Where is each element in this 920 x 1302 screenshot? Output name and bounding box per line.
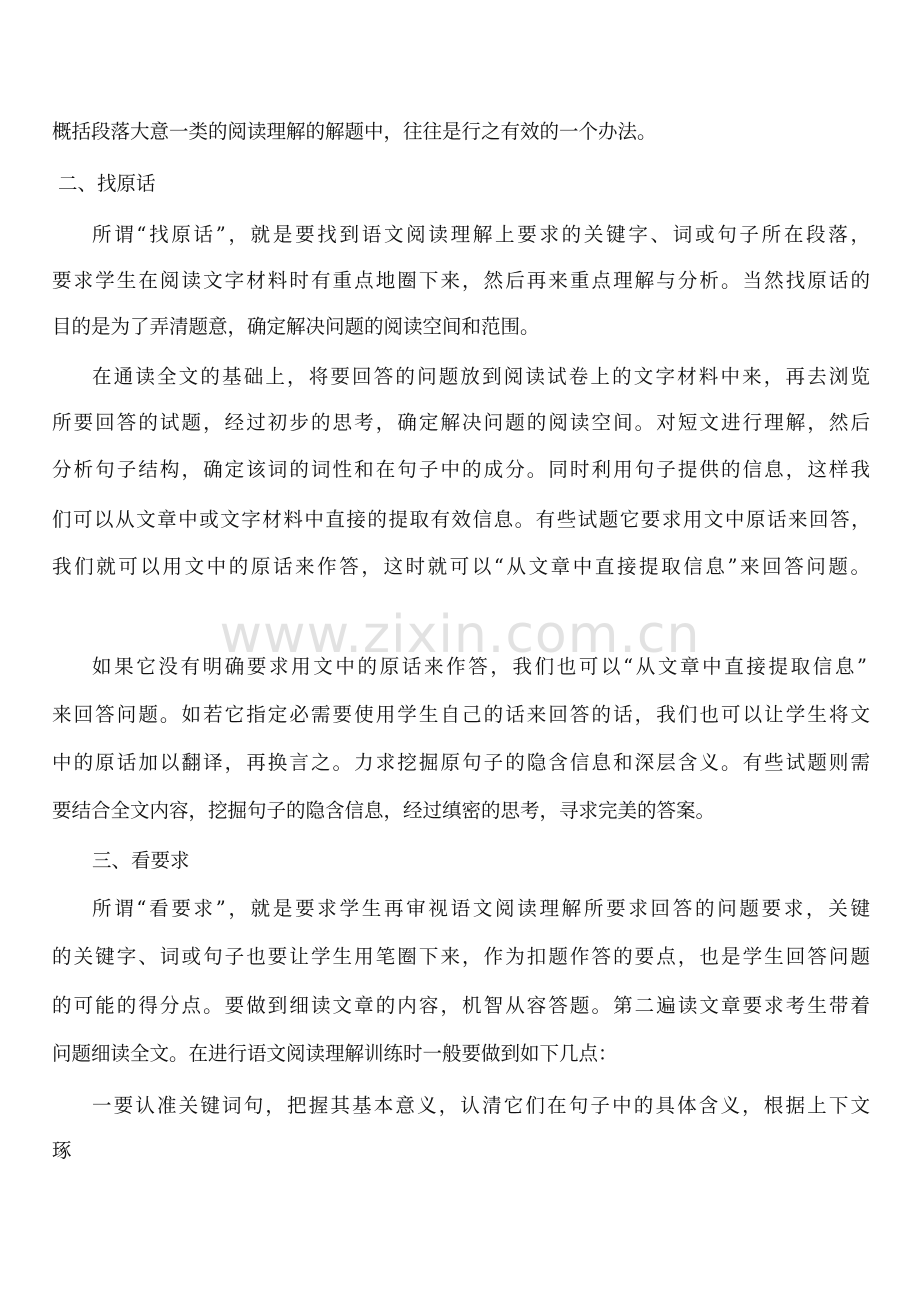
text-line: 来回答问题。如若它指定必需要使用学生自己的话来回答的话，我们也可以让学生将文 (52, 703, 870, 726)
watermark: www.zixin.com.cn (219, 605, 701, 665)
text-line: 要结合全文内容，挖掘句子的隐含信息，经过缜密的思考，寻求完美的答案。 (52, 799, 716, 822)
text-line: 所谓“找原话”，就是要找到语文阅读理解上要求的关键字、词或句子所在段落， (92, 223, 870, 246)
section-heading-read-requirements: 三、看要求 (92, 849, 190, 872)
text-line: 问题细读全文。在进行语文阅读理解训练时一般要做到如下几点： (52, 1042, 618, 1065)
section-heading-find-original: 二、找原话 (58, 172, 156, 195)
text-line: 概括段落大意一类的阅读理解的解题中，往往是行之有效的一个办法。 (52, 120, 657, 143)
text-line: 分析句子结构，确定该词的词性和在句子中的成分。同时利用句子提供的信息，这样我 (52, 458, 870, 481)
text-line: 中的原话加以翻译，再换言之。力求挖掘原句子的隐含信息和深层含义。有些试题则需 (52, 751, 870, 774)
text-line: 如果它没有明确要求用文中的原话来作答，我们也可以“从文章中直接提取信息” (92, 655, 867, 678)
text-line: 目的是为了弄清题意，确定解决问题的阅读空间和范围。 (52, 315, 540, 338)
text-line: 在通读全文的基础上，将要回答的问题放到阅读试卷上的文字材料中来，再去浏览 (92, 365, 870, 388)
text-line: 琢 (52, 1139, 72, 1162)
text-line: 所谓“看要求”，就是要求学生再审视语文阅读理解所要求回答的问题要求，关键 (92, 897, 870, 920)
text-line: 们可以从文章中或文字材料中直接的提取有效信息。有些试题它要求用文中原话来回答， (52, 508, 870, 531)
text-line: 要求学生在阅读文字材料时有重点地圈下来，然后再来重点理解与分析。当然找原话的 (52, 269, 870, 292)
text-line: 我们就可以用文中的原话来作答，这时就可以“从文章中直接提取信息”来回答问题。 (52, 555, 870, 578)
text-line: 所要回答的试题，经过初步的思考，确定解决问题的阅读空间。对短文进行理解，然后 (52, 411, 870, 434)
text-line: 的可能的得分点。要做到细读文章的内容，机智从容答题。第二遍读文章要求考生带着 (52, 994, 870, 1017)
text-line: 一要认准关键词句，把握其基本意义，认清它们在句子中的具体含义，根据上下文 (92, 1094, 870, 1117)
text-line: 的关键字、词或句子也要让学生用笔圈下来，作为扣题作答的要点，也是学生回答问题 (52, 945, 870, 968)
